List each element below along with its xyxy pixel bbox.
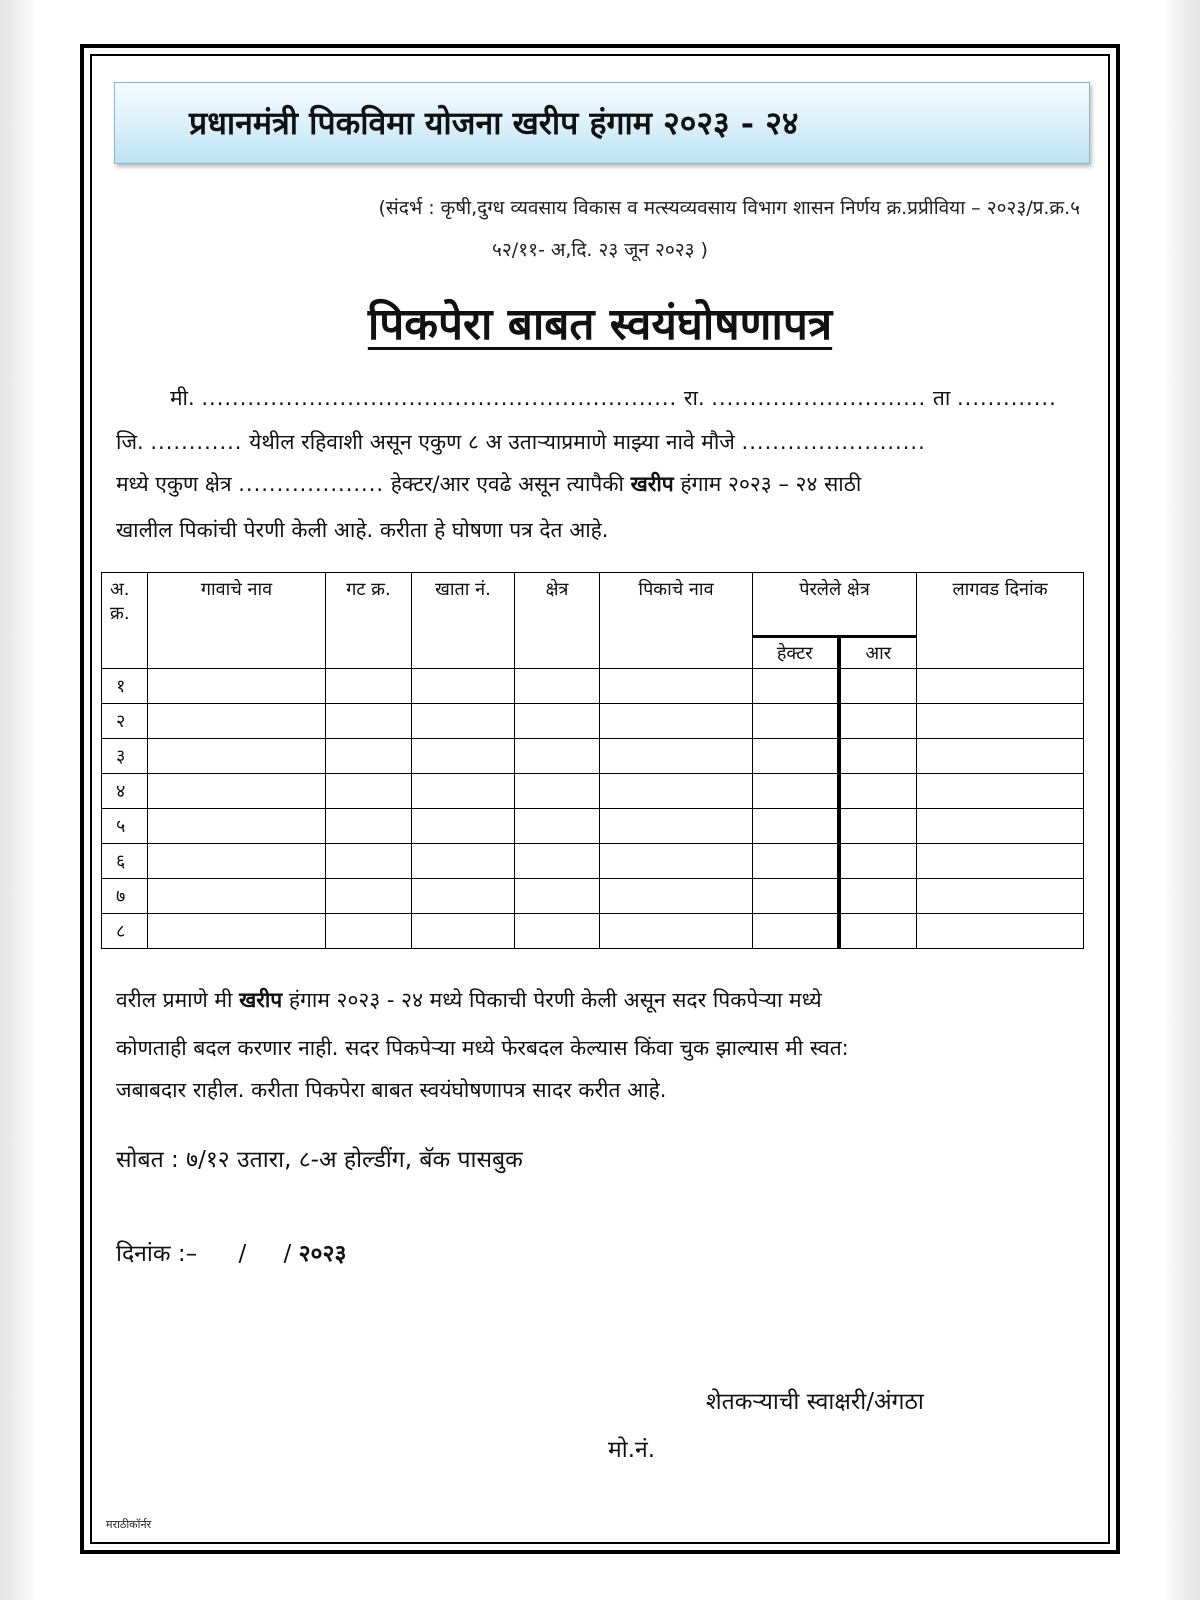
- gat-cell[interactable]: [326, 739, 412, 774]
- crop-cell[interactable]: [600, 774, 753, 809]
- gat-cell[interactable]: [326, 879, 412, 914]
- village-cell[interactable]: [148, 774, 326, 809]
- crop-cell[interactable]: [600, 844, 753, 879]
- crop-cell[interactable]: [600, 704, 753, 739]
- name-label: मी.: [170, 386, 202, 410]
- scheme-banner: [114, 82, 1090, 164]
- table-row: [102, 704, 1084, 739]
- village-cell[interactable]: [148, 669, 326, 704]
- col-hectare: हेक्टर: [753, 637, 839, 669]
- col-are: आर: [839, 637, 917, 669]
- are-cell[interactable]: [839, 914, 917, 949]
- gat-cell[interactable]: [326, 844, 412, 879]
- date-cell[interactable]: [917, 809, 1084, 844]
- watermark: मराठीकॉर्नर: [106, 1518, 152, 1531]
- area-cell[interactable]: [515, 844, 600, 879]
- reference-line-1: (संदर्भ : कृषी,दुग्ध व्यवसाय विकास व मत्स्यव्यवसाय विभाग शासन निर्णय क्र.प्रप्रीविया – २०२३/प्र.क्र.५: [378, 197, 1080, 219]
- table-row: [102, 844, 1084, 879]
- row-number: १: [102, 669, 148, 704]
- khata-cell[interactable]: [412, 914, 515, 949]
- undertaking-line-2: कोणताही बदल करणार नाही. सदर पिकपेऱ्या मध्ये फेरबदल केल्यास किंवा चुक झाल्यास मी स्वत:: [116, 1036, 849, 1060]
- district-field[interactable]: ............: [150, 430, 243, 454]
- attachments-line: सोबत : ७/१२ उतारा, ८-अ होल्डींग, बॅक पासबुक: [116, 1147, 523, 1173]
- khata-cell[interactable]: [412, 809, 515, 844]
- are-cell[interactable]: [839, 669, 917, 704]
- area-cell[interactable]: [515, 914, 600, 949]
- hectare-cell[interactable]: [753, 879, 839, 914]
- document-title-text: पिकपेरा बाबत स्वयंघोषणापत्र: [367, 299, 833, 350]
- residence-label: रा.: [677, 386, 712, 410]
- are-cell[interactable]: [839, 809, 917, 844]
- date-line: [116, 1236, 346, 1268]
- gat-cell[interactable]: [326, 914, 412, 949]
- khata-cell[interactable]: [412, 774, 515, 809]
- col-sown-area: पेरलेले क्षेत्र: [753, 573, 917, 637]
- table-row: [102, 914, 1084, 949]
- date-cell[interactable]: [917, 879, 1084, 914]
- row-number: ६: [102, 844, 148, 879]
- hectare-cell[interactable]: [753, 669, 839, 704]
- table-row: [102, 739, 1084, 774]
- document-title: [0, 292, 1200, 352]
- district-label: जि.: [116, 430, 151, 454]
- khata-cell[interactable]: [412, 739, 515, 774]
- crop-cell[interactable]: [600, 914, 753, 949]
- col-area: क्षेत्र: [515, 573, 600, 669]
- total-area-field[interactable]: ...................: [238, 472, 385, 496]
- col-gat-no: गट क्र.: [326, 573, 412, 669]
- scheme-title: प्रधानमंत्री पिकविमा योजना खरीप हंगाम २०२३ - २४: [189, 104, 799, 142]
- hectare-cell[interactable]: [753, 774, 839, 809]
- col-serial: अ. क्र.: [102, 573, 148, 669]
- row-number: २: [102, 704, 148, 739]
- reference-line-2: ५२/११- अ,दि. २३ जून २०२३ ): [492, 239, 708, 261]
- village-field[interactable]: ........................: [741, 430, 926, 454]
- area-cell[interactable]: [515, 879, 600, 914]
- declaration-line-4: खालील पिकांची पेरणी केली आहे. करीता हे घोषणा पत्र देत आहे.: [116, 518, 609, 542]
- village-cell[interactable]: [148, 809, 326, 844]
- col-village: गावाचे नाव: [148, 573, 326, 669]
- row-number: ३: [102, 739, 148, 774]
- are-cell[interactable]: [839, 774, 917, 809]
- area-cell[interactable]: [515, 669, 600, 704]
- hectare-cell[interactable]: [753, 844, 839, 879]
- table-row: [102, 669, 1084, 704]
- date-cell[interactable]: [917, 704, 1084, 739]
- undertaking-line-3: जबाबदार राहील. करीता पिकपेरा बाबत स्वयंघोषणापत्र सादर करीत आहे.: [116, 1078, 667, 1102]
- date-cell[interactable]: [917, 914, 1084, 949]
- total-area-label: मध्ये एकुण क्षेत्र: [116, 472, 239, 496]
- are-cell[interactable]: [839, 704, 917, 739]
- table-row: [102, 879, 1084, 914]
- season-year-text: हंगाम २०२३ – २४ साठी: [673, 472, 862, 496]
- village-cell[interactable]: [148, 704, 326, 739]
- area-cell[interactable]: [515, 739, 600, 774]
- gat-cell[interactable]: [326, 704, 412, 739]
- crop-cell[interactable]: [600, 739, 753, 774]
- date-cell[interactable]: [917, 774, 1084, 809]
- khata-cell[interactable]: [412, 844, 515, 879]
- col-sowing-date: लागवड दिनांक: [917, 573, 1084, 669]
- hectare-cell[interactable]: [753, 704, 839, 739]
- row-number: ८: [102, 914, 148, 949]
- row-number: ५: [102, 809, 148, 844]
- date-cell[interactable]: [917, 844, 1084, 879]
- village-cell[interactable]: [148, 914, 326, 949]
- khata-cell[interactable]: [412, 669, 515, 704]
- farmer-signature-label: शेतकऱ्याची स्वाक्षरी/अंगठा: [706, 1389, 924, 1415]
- gat-cell[interactable]: [326, 774, 412, 809]
- row-number: ७: [102, 879, 148, 914]
- gat-cell[interactable]: [326, 809, 412, 844]
- declaration-line-1: [116, 384, 1060, 412]
- are-cell[interactable]: [839, 879, 917, 914]
- page-shadow-left: [0, 0, 34, 1600]
- hectare-cell[interactable]: [753, 739, 839, 774]
- declaration-line-3: [116, 470, 1060, 498]
- resident-text: येथील रहिवाशी असून एकुण ८ अ उताऱ्याप्रमाणे माझ्या नावे मौजे: [242, 430, 742, 454]
- undertaking-line-1: [116, 986, 1060, 1014]
- crop-cell[interactable]: [600, 879, 753, 914]
- residence-field[interactable]: ............................: [711, 386, 927, 410]
- season-kharif: खरीप: [630, 472, 674, 496]
- crop-table: [101, 572, 1084, 949]
- gat-cell[interactable]: [326, 669, 412, 704]
- undertaking-season: खरीप: [239, 988, 283, 1012]
- col-crop-name: पिकाचे नाव: [600, 573, 753, 669]
- row-number: ४: [102, 774, 148, 809]
- taluka-field[interactable]: .............: [956, 386, 1057, 410]
- are-cell[interactable]: [839, 844, 917, 879]
- col-khata-no: खाता नं.: [412, 573, 515, 669]
- khata-cell[interactable]: [412, 879, 515, 914]
- date-label: दिनांक :–: [116, 1241, 198, 1267]
- date-field[interactable]: / /: [238, 1241, 292, 1267]
- village-cell[interactable]: [148, 739, 326, 774]
- table-row: [102, 774, 1084, 809]
- crop-cell[interactable]: [600, 669, 753, 704]
- declaration-line-2: [116, 428, 1060, 456]
- are-cell[interactable]: [839, 739, 917, 774]
- khata-cell[interactable]: [412, 704, 515, 739]
- area-cell[interactable]: [515, 704, 600, 739]
- table-row: [102, 809, 1084, 844]
- page-shadow-right: [1166, 0, 1200, 1600]
- date-year: २०२३: [298, 1241, 347, 1267]
- village-cell[interactable]: [148, 879, 326, 914]
- village-cell[interactable]: [148, 844, 326, 879]
- name-field[interactable]: ..............................................................: [201, 386, 678, 410]
- undertaking-text-a: वरील प्रमाणे मी: [116, 988, 240, 1012]
- taluka-label: ता: [926, 386, 957, 410]
- area-unit-text: हेक्टर/आर एवढे असून त्यापैकी: [384, 472, 631, 496]
- date-cell[interactable]: [917, 739, 1084, 774]
- crop-cell[interactable]: [600, 809, 753, 844]
- undertaking-text-b: हंगाम २०२३ - २४ मध्ये पिकाची पेरणी केली असून सदर पिकपेऱ्या मध्ये: [282, 988, 822, 1012]
- hectare-cell[interactable]: [753, 914, 839, 949]
- date-cell[interactable]: [917, 669, 1084, 704]
- area-cell[interactable]: [515, 809, 600, 844]
- mobile-number-label: मो.नं.: [608, 1437, 656, 1463]
- area-cell[interactable]: [515, 774, 600, 809]
- hectare-cell[interactable]: [753, 809, 839, 844]
